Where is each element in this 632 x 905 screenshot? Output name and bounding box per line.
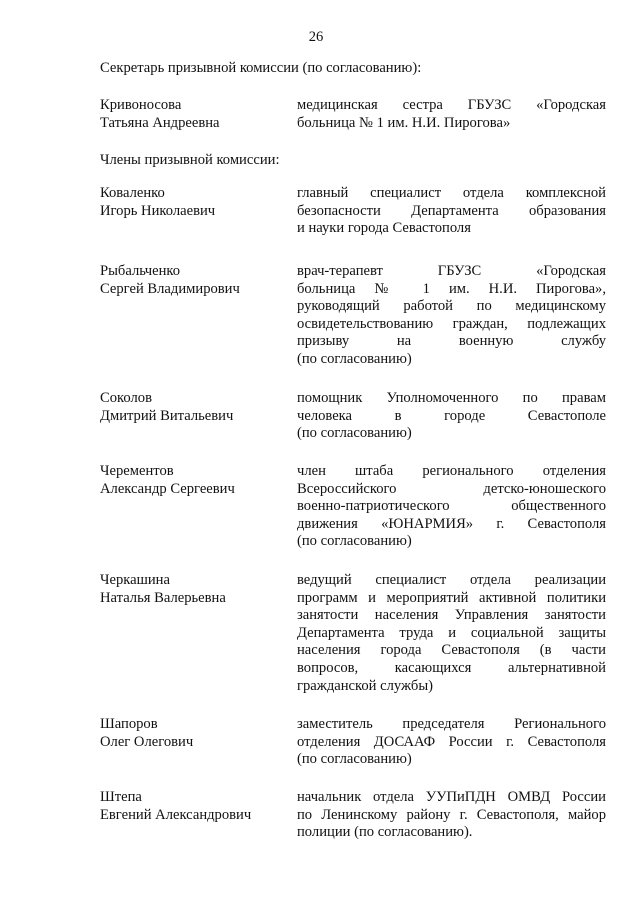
member-name: Рыбальченко Сергей Владимирович bbox=[100, 263, 240, 297]
member-name: Черкашина Наталья Валерьевна bbox=[100, 572, 226, 606]
member-name: Черементов Александр Сергеевич bbox=[100, 463, 235, 497]
member-position: начальник отдела УУПиПДН ОМВД России по Ленинскому району г. Севастополя, майор полиции (по согласованию). bbox=[297, 789, 606, 841]
page-number: 26 bbox=[308, 29, 324, 45]
member-position: ведущий специалист отдела реализации программ и мероприятий активной политики занятости населения Управления занятости Департамента труда и социальной защиты населения города Севастополя (в части вопросов, касающихся альтернативной гражданской службы) bbox=[297, 572, 606, 694]
member-name: Соколов Дмитрий Витальевич bbox=[100, 390, 234, 424]
members-heading: Члены призывной комиссии: bbox=[100, 152, 280, 168]
member-position: врач-терапевт ГБУЗС «Городская больница № 1 им. Н.И. Пирогова», руководящий работой по медицинскому освидетельствованию граждан, подлежащих призыву на военную службу (по согласованию) bbox=[297, 263, 606, 367]
member-name: Коваленко Игорь Николаевич bbox=[100, 185, 216, 219]
member-name: Шапоров Олег Олегович bbox=[100, 716, 194, 750]
member-position: член штаба регионального отделения Всероссийского детско-юношеского военно-патриотического общественного движения «ЮНАРМИЯ» г. Севастополя (по согласованию) bbox=[297, 463, 606, 550]
member-name: Штепа Евгений Александрович bbox=[100, 789, 252, 823]
member-position: медицинская сестра ГБУЗС «Городская больница № 1 им. Н.И. Пирогова» bbox=[297, 97, 606, 131]
member-position: главный специалист отдела комплексной безопасности Департамента образования и науки города Севастополя bbox=[297, 185, 606, 237]
member-position: заместитель председателя Регионального отделения ДОСААФ России г. Севастополя (по согласованию) bbox=[297, 716, 606, 768]
member-position: помощник Уполномоченного по правам человека в городе Севастополе (по согласованию) bbox=[297, 390, 606, 442]
secretary-heading: Секретарь призывной комиссии (по согласованию): bbox=[100, 60, 422, 76]
member-name: Кривоносова Татьяна Андреевна bbox=[100, 97, 220, 131]
